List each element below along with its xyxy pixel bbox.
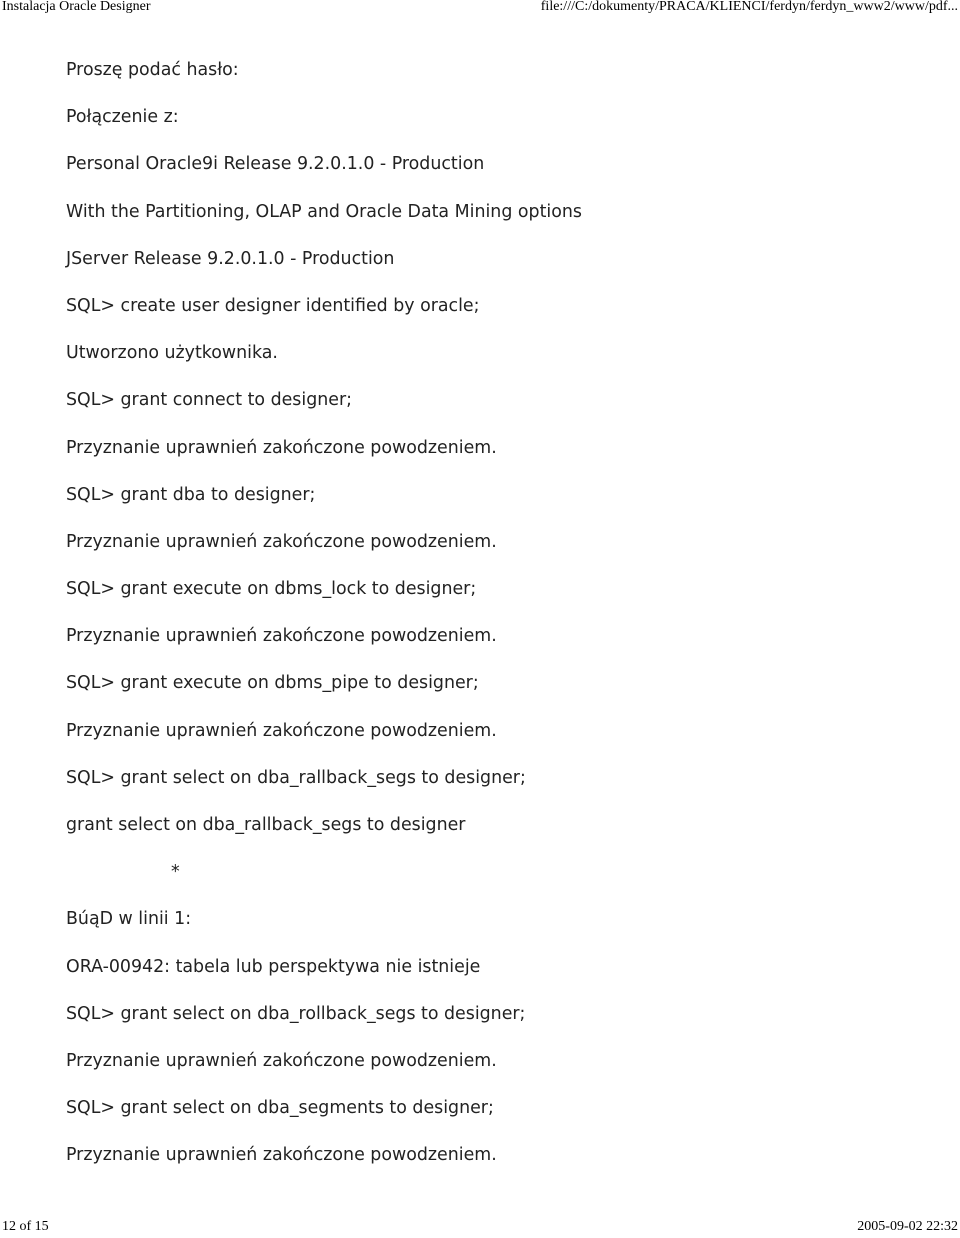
print-header — [0, 0, 960, 20]
text-line: Połączenie z: — [66, 107, 179, 128]
text-line: Personal Oracle9i Release 9.2.0.1.0 - Production — [66, 154, 485, 175]
text-line: SQL> grant select on dba_rallback_segs to designer; — [66, 767, 526, 788]
page-number: 12 of 15 — [2, 1219, 49, 1234]
text-line: ORA-00942: tabela lub perspektywa nie istnieje — [66, 956, 481, 977]
text-line: BúąD w linii 1: — [66, 909, 192, 930]
text-line: SQL> grant select on dba_segments to designer; — [66, 1098, 494, 1119]
text-line: Przyznanie uprawnień zakończone powodzeniem. — [66, 626, 497, 647]
text-line: Przyznanie uprawnień zakończone powodzeniem. — [66, 720, 497, 741]
text-line: With the Partitioning, OLAP and Oracle Data Mining options — [66, 201, 582, 222]
error-caret: * — [171, 862, 180, 883]
text-line: SQL> grant execute on dbms_pipe to designer; — [66, 673, 479, 694]
text-line: grant select on dba_rallback_segs to designer — [66, 815, 466, 835]
page-url: file:///C:/dokumenty/PRACA/KLIENCI/ferdyn/ferdyn_www2/www/pdf... — [540, 0, 958, 14]
text-line: SQL> grant execute on dbms_lock to designer; — [66, 579, 477, 600]
text-line: Przyznanie uprawnień zakończone powodzeniem. — [66, 1145, 497, 1166]
text-line: Przyznanie uprawnień zakończone powodzeniem. — [66, 437, 497, 458]
text-line: Proszę podać hasło: — [66, 60, 239, 80]
print-datetime: 2005-09-02 22:32 — [857, 1219, 958, 1234]
print-footer — [0, 1220, 960, 1238]
document-body — [66, 56, 946, 1189]
text-line: SQL> grant select on dba_rollback_segs to designer; — [66, 1003, 526, 1024]
text-line: Utworzono użytkownika. — [66, 343, 278, 364]
text-line: SQL> grant connect to designer; — [66, 390, 352, 411]
page-title: Instalacja Oracle Designer — [2, 0, 151, 14]
text-line: SQL> create user designer identified by oracle; — [66, 295, 480, 316]
text-line: SQL> grant dba to designer; — [66, 484, 316, 505]
text-line: Przyznanie uprawnień zakończone powodzeniem. — [66, 1050, 497, 1071]
text-line: JServer Release 9.2.0.1.0 - Production — [66, 248, 395, 269]
text-line: Przyznanie uprawnień zakończone powodzeniem. — [66, 531, 497, 552]
